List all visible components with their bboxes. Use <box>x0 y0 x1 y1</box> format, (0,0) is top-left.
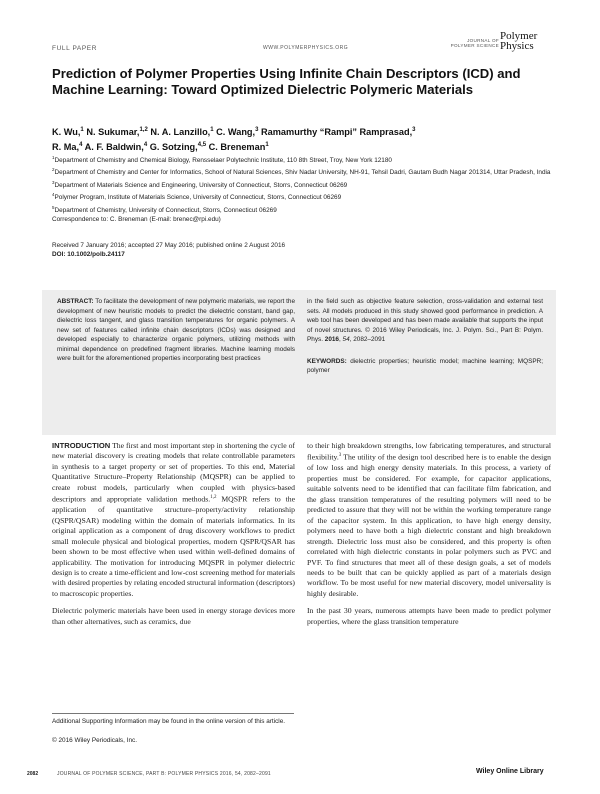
abstract-column-1 <box>57 297 295 364</box>
page-number: 2082 <box>27 771 39 777</box>
footer-journal-citation: JOURNAL OF POLYMER SCIENCE, PART B: POLYMER PHYSICS 2016, 54, 2082–2091 <box>57 771 271 777</box>
supporting-info-note: Additional Supporting Information may be found in the online version of this article. <box>52 718 286 725</box>
author: A. F. Baldwin,$^4$ <box>84 141 148 152</box>
logo-line1: Polymer <box>500 30 538 42</box>
author: R. Ma,$^4$ <box>52 141 83 152</box>
keywords-label: KEYWORDS: <box>307 357 347 365</box>
keywords-list: dielectric properties; heuristic model; machine learning; MQSPR; polymer <box>307 357 543 374</box>
article-title: Prediction of Polymer Properties Using Infinite Chain Descriptors (ICD) and Machine Learning: Toward Optimized Dielectric Polymeric Materials <box>52 66 521 97</box>
paragraph: In the past 30 years, numerous attempts have been made to predict polymer properties, where the glass transition temperature <box>307 606 551 626</box>
affiliation: $^4$Polymer Program, Institute of Materials Science, University of Connecticut, Storrs, Connecticut 06269 <box>52 192 342 202</box>
body-column-2 <box>307 441 551 634</box>
journal-name <box>445 38 499 49</box>
abstract-text-continued: in the field such as objective feature selection, cross-validation and external test sets. All models produced in this study showed good performance in prediction. A web tool has been developed and has been made available that supports the input of novel structures. © 2016 Wiley Periodicals, Inc. J. Polym. Sci., Part B: Polym. Phys. 2016, 54, 2082–2091 <box>307 298 543 343</box>
paragraph: INTRODUCTION The first and most important step in shortening the cycle of new material discovery is creating models that relate controllable parameters in synthesis to a target property or set of properties. To this end, Material Quantitative Structure–Property Relationship (MQSPR) can be applied to create robust models, particularly when coupled with physics-based descriptors and appropriate validation methods.$^{1,2}$ MQSPR refers to the application of quantitative structure–property/activity relationship (QSPR/QSAR) modeling within the domain of materials informatics. In its original application as a component of drug discovery workflows to predict small molecule physical and biological properties, modern QSPR/QSAR has been shown to be most effective when used within well-defined domains of applicability. The motivation for introducing MQSPR in polymer dielectric design is to create a time-efficient and low-cost screening method for materials with desired properties by relating encoded structural information (descriptors) to macroscopic properties. <box>52 441 295 598</box>
received-dates: Received 7 January 2016; accepted 27 May 2016; published online 2 August 2016 <box>52 242 286 249</box>
journal-name-line2: POLYMER SCIENCE <box>450 43 499 49</box>
publication-history <box>52 241 552 260</box>
author: N. A. Lanzillo,$^1$ <box>150 127 214 138</box>
correspondence: Correspondence to: C. Breneman (E-mail: brenec@rpi.edu) <box>52 216 221 224</box>
paragraph: Dielectric polymeric materials have been used in energy storage devices more than other alternatives, such as ceramics, due <box>52 606 295 626</box>
affiliations <box>52 153 552 225</box>
doi-link[interactable]: DOI: 10.1002/polb.24117 <box>52 251 125 259</box>
affiliation: $^2$Department of Chemistry and Center for Informatics, School of Natural Sciences, Shiv Nadar University, NH-91, Tehsil Dadri, Gautam Budh Nagar 201314, Uttar Pradesh, India <box>52 167 551 177</box>
body-column-1 <box>52 441 295 634</box>
paragraph: to their high breakdown strengths, low fabricating temperatures, and structural flexibility.$^3$ The utility of the design tool described here is to enable the design of low loss and high energy density materials. In this process, a variety of properties must be considered. For example, for capacitor applications, suitable solvents need to be identified that can facilitate film fabrication, and the glass transition temperatures of the resulting polymers will need to be predicted to assure that they will not be within the working temperature range of the capacitor system. In this application, to have high energy density, polymers need to have both a high dielectric constant and high breakdown strength. Dielectric loss must also be considered, and this property is often correlated with high dielectric constants in polar polymers such as PVC and PVF. To find structures that meet all of these design goals, a set of models needs to be built that can be quickly applied as part of a materials design workflow. To be most useful for new material discovery, model universality is highly desirable. <box>307 441 551 598</box>
author: C. Wang,$^3$ <box>216 127 259 138</box>
logo-line2: Physics <box>500 40 534 52</box>
author: Ramamurthy “Rampi” Ramprasad,$^3$ <box>261 127 416 138</box>
affiliation: $^5$Department of Chemistry, University of Connecticut, Storrs, Connecticut 06269 <box>52 204 277 214</box>
author-list <box>52 124 552 153</box>
journal-name-line1: JOURNAL OF <box>467 38 499 43</box>
wiley-online-library-logo[interactable]: Wiley Online Library <box>476 768 544 775</box>
footnote-divider <box>52 713 294 714</box>
copyright-note: © 2016 Wiley Periodicals, Inc. <box>52 737 137 744</box>
author: C. Breneman$^1$ <box>208 141 269 152</box>
author: K. Wu,$^1$ <box>52 127 84 138</box>
abstract-text: To facilitate the development of new polymeric materials, we report the development of new heuristic models to predict the dielectric constant, band gap, dielectric loss tangent, and glass transition temperatures for organic polymers. A new set of features called infinite chain descriptors (ICDs) was designed and developed especially to characterize organic polymers, utilizing methods with minimal dependence on predefined fragment libraries. Machine learning models were built for the aforementioned properties incorporating best practices <box>57 298 295 362</box>
keywords <box>307 357 543 376</box>
abstract-column-2 <box>307 297 543 376</box>
abstract-label: ABSTRACT: <box>57 298 94 305</box>
affiliation: $^3$Department of Materials Science and Engineering, University of Connecticut, Storrs, Connecticut 06269 <box>52 179 348 190</box>
section-heading: INTRODUCTION <box>52 441 111 450</box>
author: G. Sotzing,$^{4,5}$ <box>149 141 207 152</box>
author: N. Sukumar,$^{1,2}$ <box>86 127 148 138</box>
section-label: FULL PAPER <box>52 45 98 52</box>
affiliation: $^1$Department of Chemistry and Chemical Biology, Rensselaer Polytechnic Institute, 110 8th Street, Troy, New York 12180 <box>52 155 392 165</box>
journal-website[interactable]: WWW.POLYMERPHYSICS.ORG <box>263 45 349 51</box>
polymer-physics-logo <box>500 31 537 51</box>
